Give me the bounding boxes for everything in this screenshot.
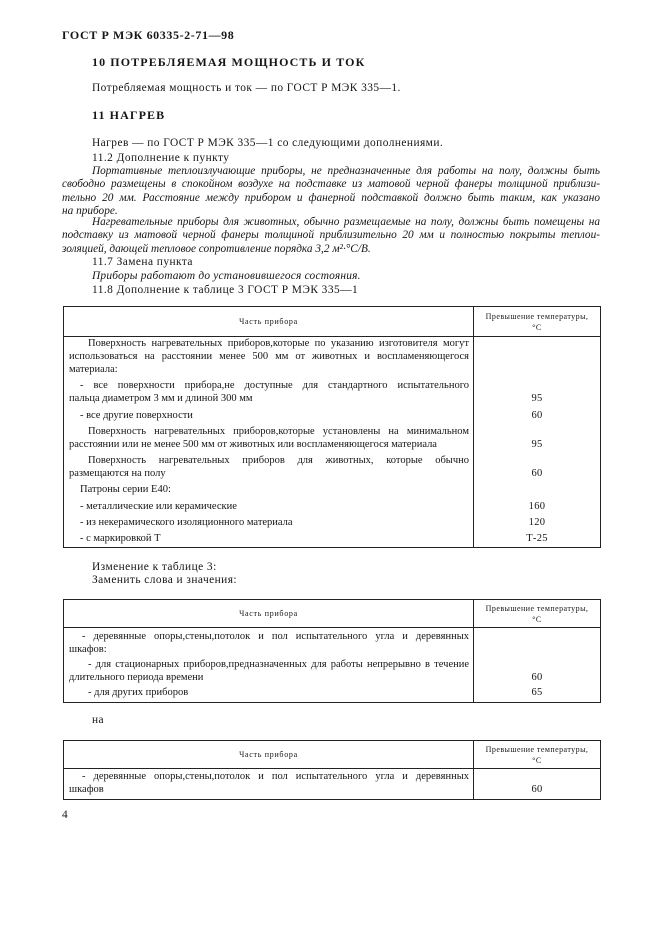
cell-line: шкафов [69,784,104,795]
temperature-cell [474,337,600,376]
cell-line: - деревянные опоры,стены,потолок и пол испытательного угла и деревянных [82,771,469,782]
part-cell [64,769,474,799]
temperature-value: Т-25 [526,533,548,545]
temperature-value: 95 [531,438,543,450]
table-row [64,656,600,684]
cell-line: расстоянии или не менее 500 мм от животных или воспламеняющегося материала [69,438,437,450]
amendment-title: Изменение к таблице 3: [92,561,217,573]
table-header-row [64,307,600,337]
part-cell [64,656,474,684]
cell-line: - металлические или керамические [80,500,237,512]
table-header-row [64,741,600,769]
document-id-header: ГОСТ Р МЭК 60335-2-71—98 [62,28,235,42]
temperature-cell [474,513,600,529]
cell-line: - для стационарных приборов,предназначенных для работы непрерывно в течение [88,659,469,670]
paragraph-line: на приборе. [62,205,118,218]
cell-line: Поверхность нагревательных приборов для животных, которые обычно [88,455,469,467]
cell-line: пальца диаметром 3 мм и длиной 300 мм [69,393,253,405]
part-cell [64,422,474,451]
temperature-value: 65 [531,687,543,698]
cell-line: Патроны серии Е40: [80,484,171,496]
cell-line: Поверхность нагревательных приборов,которые установлены на минимальном [88,425,469,437]
temperature-cell [474,451,600,480]
temperature-rise-table-replaced [63,599,601,703]
paragraph-line: подставку из матовой черной фанеры толщиной приблизительно 20 мм и полностью покрыты теплои- [62,229,600,242]
part-cell [64,376,474,405]
temperature-value: 60 [531,784,543,795]
table-row [64,529,600,547]
temperature-cell [474,376,600,405]
paragraph-line: свободно размещены в спокойном воздухе на подставке из матовой черной фанеры толщиной приблизи- [62,178,600,191]
temperature-rise-table-additions [63,306,601,548]
section-10-heading: 10 ПОТРЕБЛЯЕМАЯ МОЩНОСТЬ И ТОК [92,55,366,69]
column-header-line: Превышение температуры, [485,603,589,613]
temperature-cell [474,529,600,547]
column-header-temperature-rise [474,600,600,627]
temperature-value: 120 [528,517,546,529]
column-header-unit: °С [532,755,542,765]
clause-11-8-title: 11.8 Дополнение к таблице 3 ГОСТ Р МЭК 335—1 [92,284,359,296]
part-cell [64,628,474,656]
clause-11-2-paragraph-portable [62,165,600,219]
table-row [64,769,600,799]
column-header-part: Часть прибора [64,600,474,627]
paragraph-line: тельно 20 мм. Расстояние между прибором и фанерной подставкой должно быть таким, как указано [62,191,600,204]
section-11-intro: Нагрев — по ГОСТ Р МЭК 335—1 со следующими дополнениями. [92,137,444,149]
cell-line: - с маркировкой Т [80,533,161,545]
temperature-cell [474,496,600,512]
table-row [64,684,600,702]
column-header-unit: °С [532,614,542,624]
amendment-instruction: Заменить слова и значения: [92,574,238,586]
part-cell [64,513,474,529]
cell-line: - все другие поверхности [80,409,193,421]
temperature-cell [474,480,600,496]
cell-line: материала: [69,364,118,375]
clause-11-7-text: Приборы работают до установившегося состояния. [92,270,361,282]
cell-line: длительного периода времени [69,672,204,683]
table-row [64,513,600,529]
column-header-line: Превышение температуры, [485,311,589,321]
clause-11-7-title: 11.7 Замена пункта [92,256,193,268]
table-row [64,480,600,496]
clause-11-2-title: 11.2 Дополнение к пункту [92,152,230,164]
page-number: 4 [62,809,68,821]
column-header-unit: °С [532,322,542,332]
temperature-value: 95 [531,393,543,405]
table-header-row [64,600,600,628]
cell-line: - деревянные опоры,стены,потолок и пол испытательного угла и деревянных [82,631,469,642]
part-cell [64,337,474,376]
paragraph-line: Портативные теплоизлучающие приборы, не предназначенные для работы на полу, должны быть [92,165,600,177]
cell-line: шкафов: [69,644,107,655]
cell-line: - из некерамического изоляционного материала [80,517,293,529]
clause-11-2-paragraph-animal-heaters [62,216,600,256]
part-cell [64,684,474,702]
table-row [64,337,600,376]
temperature-value: 60 [531,468,543,480]
temperature-value: 60 [531,672,543,683]
paragraph-line: золяцией, дающей тепловое сопротивление порядка 3,2 м²·°С/В. [62,242,371,255]
paragraph-line: Нагревательные приборы для животных, обычно размещаемые на полу, должны быть помещены на [92,216,600,228]
section-11-heading: 11 НАГРЕВ [92,108,166,122]
part-cell [64,529,474,547]
part-cell [64,451,474,480]
section-10-text: Потребляемая мощность и ток — по ГОСТ Р МЭК 335—1. [92,82,401,94]
temperature-cell [474,684,600,702]
column-header-temperature-rise [474,307,600,336]
table-row [64,405,600,421]
temperature-rise-table-new-values [63,740,601,800]
temperature-value: 160 [528,500,546,512]
temperature-value: 60 [531,409,543,421]
temperature-cell [474,405,600,421]
column-header-temperature-rise [474,741,600,768]
connector-word: на [92,714,105,726]
column-header-part: Часть прибора [64,307,474,336]
table-row [64,451,600,480]
temperature-cell [474,769,600,799]
column-header-line: Превышение температуры, [485,744,589,754]
cell-line: - все поверхности прибора,не доступные для стандартного испытательного [80,380,469,392]
part-cell [64,405,474,421]
cell-line: - для других приборов [88,687,189,698]
temperature-cell [474,656,600,684]
part-cell [64,480,474,496]
table-row [64,376,600,405]
cell-line: размещаются на полу [69,468,166,480]
cell-line: Поверхность нагревательных приборов,которые по указанию изготовителя могут [88,338,469,349]
temperature-cell [474,422,600,451]
table-row [64,422,600,451]
cell-line: использоваться на расстоянии менее 500 мм от животных и воспламеняющегося [69,351,469,362]
table-row [64,496,600,512]
temperature-cell [474,628,600,656]
table-row [64,628,600,656]
column-header-part: Часть прибора [64,741,474,768]
part-cell [64,496,474,512]
